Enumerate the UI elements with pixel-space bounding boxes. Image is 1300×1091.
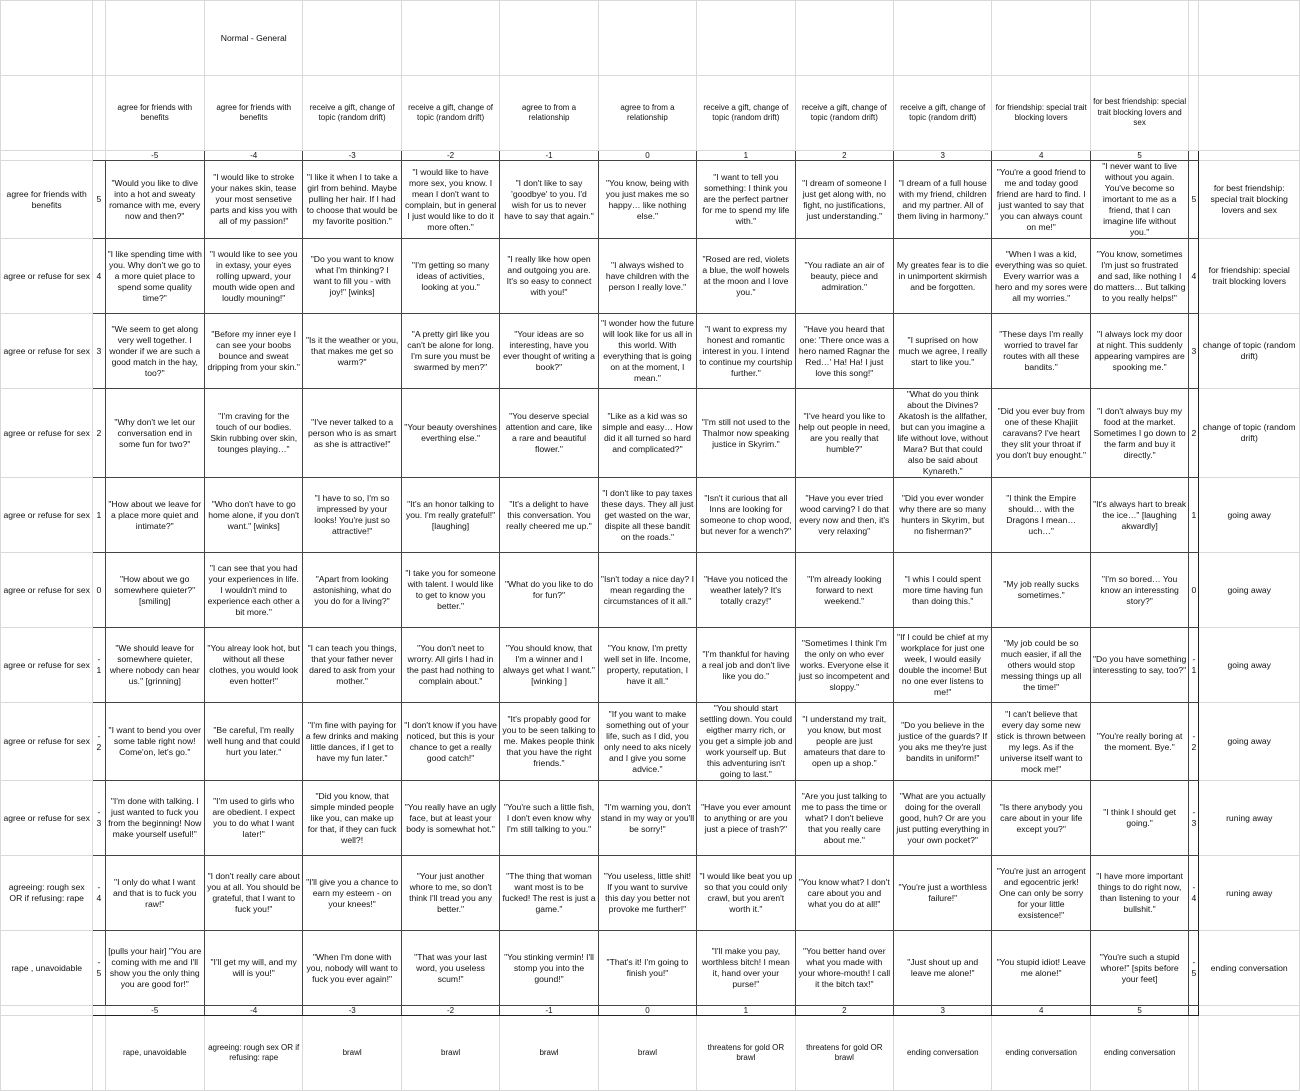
dialogue-cell[interactable]: "Is it the weather or you, that makes me get so warm?" [303,314,401,389]
empty-cell[interactable] [1189,1,1199,76]
dialogue-cell[interactable]: "I'm thankful for having a real job and don't live like you do." [697,628,795,703]
dialogue-row [1,703,1300,781]
corner-cell[interactable] [93,1006,105,1016]
dialogue-cell[interactable]: "I've heard you like to help out people in need, are you really that humble?" [795,389,893,478]
dialogue-row [1,478,1300,553]
row-left-label[interactable]: agree or refuse for sex [1,553,93,628]
row-right-label[interactable]: for best friendship: special trait blocking lovers and sex [1199,161,1300,239]
dialogue-row [1,553,1300,628]
row-number-left[interactable]: -5 [93,931,105,1006]
row-left-label[interactable]: agree or refuse for sex [1,781,93,856]
empty-cell[interactable] [1,1016,93,1091]
dialogue-cell[interactable]: "A pretty girl like you can't be alone for long. I'm sure you must be swarmed by men?" [401,314,499,389]
row-right-label[interactable]: for friendship: special trait blocking lovers [1199,239,1300,314]
row-number-right[interactable]: 0 [1189,553,1199,628]
dialogue-cell[interactable]: "I'm used to girls who are obedient. I expect you to do what I want later!" [204,781,302,856]
column-number[interactable]: -2 [401,151,499,161]
dialogue-cell[interactable]: "We seem to get along very well together. I wonder if we are such a good match in the hay, too?" [105,314,204,389]
dialogue-cell[interactable]: "Have you ever tried wood carving? I do that every now and then, it's very relaxing" [795,478,893,553]
dialogue-cell[interactable]: "You alreay look hot, but without all these clothes, you would look even hotter!" [204,628,302,703]
dialogue-cell[interactable]: "You're just a worthless failure!" [894,856,992,931]
column-number[interactable]: -5 [105,151,204,161]
row-right-label[interactable]: going away [1199,703,1300,781]
dialogue-cell[interactable]: "I don't always buy my food at the market. Sometimes I go down to the farm and buy it directly." [1090,389,1188,478]
row-number-right[interactable]: 5 [1189,161,1199,239]
column-number[interactable]: -4 [204,151,302,161]
empty-cell[interactable] [1189,76,1199,151]
row-number-right[interactable]: 2 [1189,389,1199,478]
dialogue-cell[interactable]: "Would you like to dive into a hot and sweaty romance with me, every now and then?" [105,161,204,239]
empty-cell[interactable] [1199,1016,1300,1091]
row-right-label[interactable]: change of topic (random drift) [1199,389,1300,478]
dialogue-cell[interactable]: "Your beauty overshines everthing else." [401,389,499,478]
row-number-left[interactable]: -4 [93,856,105,931]
empty-cell[interactable] [1199,1006,1300,1016]
footer-row [1,1016,1300,1091]
row-number-right[interactable]: -3 [1189,781,1199,856]
row-number-right[interactable]: -5 [1189,931,1199,1006]
dialogue-cell[interactable]: "That's it! I'm going to finish you!" [598,931,696,1006]
dialogue-cell[interactable]: "I would like to have more sex, you know. I mean I don't want to complain, but in general I just would like to do it more often." [401,161,499,239]
dialogue-cell[interactable]: "We should leave for somewhere quieter, where nobody can hear us." [grinning] [105,628,204,703]
column-number[interactable]: 1 [697,151,795,161]
dialogue-cell[interactable]: "Do you believe in the justice of the guards? If you aks me they're just bandits in uniform!" [894,703,992,781]
row-number-left[interactable]: 5 [93,161,105,239]
dialogue-cell[interactable]: "I would like to stroke your nakes skin, tease your most sensetive parts and kiss you with all of my passion!" [204,161,302,239]
dialogue-cell[interactable]: "You should start settling down. You could eigther marry rich, or you get a simple job and work yourself up. But this adventuring isn't going to last." [697,703,795,781]
dialogue-cell[interactable]: "I think the Empire should… with the Dragons I mean… uch…" [992,478,1090,553]
row-number-left[interactable]: 1 [93,478,105,553]
footer-label[interactable]: threatens for gold OR brawl [697,1016,795,1091]
empty-cell[interactable] [894,1,992,76]
row-left-label[interactable]: agree or refuse for sex [1,478,93,553]
dialogue-cell[interactable]: "I'm getting so many ideas of activities, looking at you." [401,239,499,314]
row-number-left[interactable]: 2 [93,389,105,478]
row-number-left[interactable]: -2 [93,703,105,781]
footer-label[interactable]: agreeing: rough sex OR if refusing: rape [204,1016,302,1091]
dialogue-row [1,781,1300,856]
row-right-label[interactable]: going away [1199,478,1300,553]
empty-cell[interactable] [1199,1,1300,76]
dialogue-cell[interactable]: "I don't really care about you at all. You should be grateful, that I want to fuck you!" [204,856,302,931]
dialogue-cell[interactable]: "I'm craving for the touch of our bodies. Skin rubbing over skin, tounges playing…" [204,389,302,478]
dialogue-cell[interactable]: "I can see that you had your experiences in life. I wouldn't mind to experience each other a bit more." [204,553,302,628]
column-label[interactable]: receive a gift, change of topic (random drift) [894,76,992,151]
empty-cell[interactable] [500,1,598,76]
empty-cell[interactable] [1090,1,1188,76]
column-number[interactable]: 5 [1090,151,1188,161]
row-left-label[interactable]: rape , unavoidable [1,931,93,1006]
dialogue-cell[interactable]: "The thing that woman want most is to be fucked! The rest is just a game." [500,856,598,931]
column-number[interactable]: -3 [303,1006,401,1016]
empty-cell[interactable] [105,1,204,76]
row-number-left[interactable]: 3 [93,314,105,389]
row-number-left[interactable]: 0 [93,553,105,628]
empty-cell[interactable] [992,1,1090,76]
dialogue-cell[interactable]: "You know what? I don't care about you and what you do at all!" [795,856,893,931]
dialogue-cell[interactable]: "I'm warning you, don't stand in my way or you'll be sorry!" [598,781,696,856]
dialogue-cell[interactable]: "It's propably good for you to be seen talking to me. Makes people think that you have the right friends." [500,703,598,781]
dialogue-cell[interactable]: "Your just another whore to me, so don't think I'll tread you any better." [401,856,499,931]
column-number[interactable]: -4 [204,1006,302,1016]
dialogue-cell[interactable]: "Your ideas are so interesting, have you ever thought of writing a book?" [500,314,598,389]
dialogue-cell[interactable]: "It's an honor talking to you. I'm really grateful!" [laughing] [401,478,499,553]
dialogue-cell[interactable]: "What do you think about the Divines? Akatosh is the allfather, but can you imagine a life without love, without Mara? But that could also be said about Kynareth." [894,389,992,478]
dialogue-cell[interactable]: "You useless, little shit! If you want to survive this day you better not provoke me further!" [598,856,696,931]
dialogue-cell[interactable]: "I always wished to have children with the person I really love." [598,239,696,314]
footer-label[interactable]: brawl [401,1016,499,1091]
column-number[interactable]: -1 [500,151,598,161]
row-right-label[interactable]: change of topic (random drift) [1199,314,1300,389]
row-right-label[interactable]: going away [1199,628,1300,703]
row-number-left[interactable]: 4 [93,239,105,314]
dialogue-row [1,931,1300,1006]
empty-cell[interactable] [303,1,401,76]
dialogue-cell[interactable]: "Did you ever buy from one of these Khajiit caravans? I've heart they slit your throat if you don't buy enought." [992,389,1090,478]
row-number-right[interactable]: 1 [1189,478,1199,553]
dialogue-cell[interactable]: "That was your last word, you useless scum!" [401,931,499,1006]
dialogue-cell[interactable]: "I dream of a full house with my friend, children and my partner. All of them living in harmony." [894,161,992,239]
dialogue-cell[interactable]: "You know, sometimes I'm just so frustrated and sad, like nothing I do matters… But talking to you really helps!" [1090,239,1188,314]
dialogue-cell[interactable]: "Isn't today a nice day? I mean regarding the circumstances of it all." [598,553,696,628]
dialogue-cell[interactable]: "You radiate an air of beauty, piece and admiration." [795,239,893,314]
dialogue-cell[interactable]: "I'm so bored… You know an interessting story?" [1090,553,1188,628]
dialogue-cell[interactable]: "You better hand over what you made with your whore-mouth! I call it the bitch tax!" [795,931,893,1006]
footer-label[interactable]: brawl [500,1016,598,1091]
dialogue-row [1,161,1300,239]
dialogue-cell[interactable]: "I like spending time with you. Why don't we go to a more quiet place to spend some quality time?" [105,239,204,314]
dialogue-cell[interactable]: "If you want to make something out of your life, such as I did, you only need to aks nicely and I give you some advice." [598,703,696,781]
dialogue-cell[interactable]: "You should know, that I'm a winner and I always get what I want." [winking ] [500,628,598,703]
column-number[interactable]: 5 [1090,1006,1188,1016]
dialogue-cell[interactable]: "My job could be so much easier, if all the others would stop messing things up all the time!" [992,628,1090,703]
dialogue-cell[interactable]: "I really like how open and outgoing you are. It's so easy to connect with you!" [500,239,598,314]
dialogue-cell[interactable]: "Rosed are red, violets a blue, the wolf howels at the moon and I love you." [697,239,795,314]
dialogue-cell[interactable]: "It's a delight to have this conversation. You really cheered me up." [500,478,598,553]
dialogue-cell[interactable]: "I've never talked to a person who is as smart as she is attractive!" [303,389,401,478]
column-header-row [1,76,1300,151]
column-number[interactable]: -3 [303,151,401,161]
dialogue-cell[interactable]: [pulls your hair] "You are coming with me and I'll show you the only thing you are good for!" [105,931,204,1006]
dialogue-row [1,239,1300,314]
dialogue-cell[interactable]: "I wonder how the future will look like for us all in this world. With everything that is going on at the moment, I mean." [598,314,696,389]
empty-cell[interactable] [1189,1016,1199,1091]
dialogue-cell[interactable]: "What do you like to do for fun?" [500,553,598,628]
dialogue-cell[interactable]: "I can teach you things, that your father never dared to ask from your mother." [303,628,401,703]
column-number[interactable]: 3 [894,1006,992,1016]
dialogue-cell[interactable]: "I have more important things to do right now, than listening to your bullshit." [1090,856,1188,931]
dialogue-cell[interactable]: "I'll give you a chance to earn my esteem - on your knees!" [303,856,401,931]
dialogue-cell[interactable]: "I don't like to say 'goodbye' to you. I'd wish for us to never have to say that again." [500,161,598,239]
dialogue-cell[interactable]: "My job really sucks sometimes." [992,553,1090,628]
dialogue-cell[interactable]: "Is there anybody you care about in your life except you?" [992,781,1090,856]
row-number-right[interactable]: 4 [1189,239,1199,314]
dialogue-cell[interactable]: "I like it when I to take a girl from behind. Maybe pulling her hair. If I had to choose that would be my favorite position." [303,161,401,239]
dialogue-cell[interactable]: "Have you heard that one: 'There once was a hero named Ragnar the Red…' Ha! Ha! I just love this song!" [795,314,893,389]
empty-cell[interactable] [401,1,499,76]
dialogue-cell[interactable]: "I want to tell you something: I think you are the perfect partner for me to spend my life with." [697,161,795,239]
row-left-label[interactable]: agree for friends with benefits [1,161,93,239]
empty-cell[interactable] [1199,76,1300,151]
dialogue-cell[interactable]: "You don't neet to wrorry. All girls I had in the past had nothing to complain about." [401,628,499,703]
corner-cell[interactable] [1189,1006,1199,1016]
dialogue-cell[interactable]: "Like as a kid was so simple and easy… How did it all turned so hard and complicated?" [598,389,696,478]
dialogue-row [1,628,1300,703]
dialogue-cell[interactable]: "I'm already looking forward to next weekend." [795,553,893,628]
dialogue-cell[interactable]: "I'm done with talking. I just wanted to fuck you from the beginning! Now make yourself useful!" [105,781,204,856]
dialogue-cell[interactable]: "Do you want to know what I'm thinking? I want to fill you - with joy!" [winks] [303,239,401,314]
dialogue-cell[interactable]: "I would like to see you in extasy, your eyes rolling upward, your mouth wide open and loudly mouning!" [204,239,302,314]
dialogue-cell[interactable]: "Just shout up and leave me alone!" [894,931,992,1006]
column-label[interactable]: receive a gift, change of topic (random drift) [697,76,795,151]
column-label[interactable]: agree for friends with benefits [105,76,204,151]
dialogue-cell[interactable]: "Why don't we let our conversation end in some fun for two?" [105,389,204,478]
row-left-label[interactable]: agreeing: rough sex OR if refusing: rape [1,856,93,931]
dialogue-cell[interactable]: "Did you know, that simple minded people like you, can make up for that, if they can fuck well?! [303,781,401,856]
empty-cell[interactable] [1199,151,1300,161]
dialogue-cell[interactable]: "You're just an arrogent and egocentric jerk! One can only be sorry for your little exsistence!" [992,856,1090,931]
empty-cell[interactable] [1,76,93,151]
dialogue-cell[interactable]: "I don't know if you have noticed, but this is your chance to get a really good catch!" [401,703,499,781]
dialogue-cell[interactable]: "Have you noticed the weather lately? It's totally crazy!" [697,553,795,628]
dialogue-cell[interactable]: "I think I should get going." [1090,781,1188,856]
column-label[interactable]: for friendship: special trait blocking lovers [992,76,1090,151]
dialogue-cell[interactable]: "How about we leave for a place more quiet and intimate?" [105,478,204,553]
row-right-label[interactable]: runing away [1199,781,1300,856]
column-number[interactable]: 2 [795,151,893,161]
row-left-label[interactable]: agree or refuse for sex [1,628,93,703]
row-number-right[interactable]: 3 [1189,314,1199,389]
dialogue-cell[interactable]: "I'm fine with paying for a few drinks and making little dances, if I get to have my fun later." [303,703,401,781]
dialogue-cell[interactable]: "I understand my trait, you know, but most people are just amateurs that dare to open up a shop." [795,703,893,781]
row-left-label[interactable]: agree or refuse for sex [1,703,93,781]
column-label[interactable]: agree to from a relationship [598,76,696,151]
dialogue-cell[interactable]: "I dream of someone I just get along with, no fight, no justifications, just understanding." [795,161,893,239]
column-number[interactable]: 3 [894,151,992,161]
dialogue-cell[interactable]: "If I could be chief at my workplace for just one week, I would easily double the income! But no one ever listens to me!" [894,628,992,703]
row-number-right[interactable]: -1 [1189,628,1199,703]
corner-cell[interactable] [1189,151,1199,161]
row-right-label[interactable]: going away [1199,553,1300,628]
row-number-right[interactable]: -2 [1189,703,1199,781]
row-left-label[interactable]: agree or refuse for sex [1,239,93,314]
dialogue-cell[interactable]: "I only do what I want and that is to fuck you raw!" [105,856,204,931]
row-left-label[interactable]: agree or refuse for sex [1,314,93,389]
column-label[interactable]: receive a gift, change of topic (random drift) [303,76,401,151]
row-right-label[interactable]: runing away [1199,856,1300,931]
column-label[interactable]: for best friendship: special trait blocking lovers and sex [1090,76,1188,151]
dialogue-cell[interactable]: "Apart from looking astonishing, what do you do for a living?" [303,553,401,628]
dialogue-cell[interactable]: "You stupid idiot! Leave me alone!" [992,931,1090,1006]
dialogue-cell[interactable]: "You're such a stupid whore!" [spits before your feet] [1090,931,1188,1006]
dialogue-cell[interactable]: "When I was a kid, everything was so quiet. Every warrior was a hero and my sores were all my worries." [992,239,1090,314]
empty-cell[interactable] [1,1,93,76]
dialogue-cell[interactable]: "You know, being with you just makes me so happy… like nothing else." [598,161,696,239]
dialogue-cell[interactable]: "You're really boring at the moment. Bye." [1090,703,1188,781]
dialogue-cell[interactable]: "You really have an ugly face, but at least your body is somewhat hot." [401,781,499,856]
column-number[interactable]: -2 [401,1006,499,1016]
dialogue-cell[interactable]: "You stinking vermin! I'll stomp you into the gound!" [500,931,598,1006]
dialogue-cell[interactable]: "I have to so, I'm so impressed by your looks! You're just so attractive!" [303,478,401,553]
empty-cell[interactable] [1,1006,93,1016]
column-number[interactable]: 0 [598,1006,696,1016]
dialogue-cell[interactable]: "Isn't it curious that all Inns are looking for someone to chop wood, but never for a wench?" [697,478,795,553]
column-number[interactable]: 0 [598,151,696,161]
dialogue-cell[interactable]: "I'll get my will, and my will is you!" [204,931,302,1006]
dialogue-row [1,314,1300,389]
row-right-label[interactable]: ending conversation [1199,931,1300,1006]
column-number[interactable]: -1 [500,1006,598,1016]
column-label[interactable]: agree to from a relationship [500,76,598,151]
row-left-label[interactable]: agree or refuse for sex [1,389,93,478]
dialogue-cell[interactable]: "It's always hart to break the ice…" [laughing akwardly] [1090,478,1188,553]
footer-label[interactable]: brawl [303,1016,401,1091]
column-number[interactable]: 1 [697,1006,795,1016]
column-number[interactable]: 4 [992,151,1090,161]
footer-label[interactable]: threatens for gold OR brawl [795,1016,893,1091]
dialogue-cell[interactable]: "I take you for someone with talent. I would like to get to know you better." [401,553,499,628]
footer-label[interactable]: ending conversation [992,1016,1090,1091]
dialogue-cell[interactable]: "You're such a little fish, I don't even know why I'm still talking to you." [500,781,598,856]
empty-cell[interactable] [93,76,105,151]
row-number-left[interactable]: -3 [93,781,105,856]
dialogue-cell[interactable]: "When I'm done with you, nobody will want to fuck you ever again!" [303,931,401,1006]
dialogue-cell[interactable]: "Sometimes I think I'm the only on who ever works. Everyone else it just so incompetent and sloppy." [795,628,893,703]
dialogue-cell[interactable]: "Before my inner eye I can see your boobs bounce and sweat dripping from your skin." [204,314,302,389]
dialogue-cell[interactable]: "I'll make you pay, worthless bitch! I mean it, hand over your purse!" [697,931,795,1006]
empty-cell[interactable] [598,1,696,76]
empty-cell[interactable] [1,151,93,161]
dialogue-cell[interactable]: "I suprised on how much we agree, I really start to like you." [894,314,992,389]
empty-cell[interactable] [93,1,105,76]
dialogue-row [1,389,1300,478]
column-label[interactable]: agree for friends with benefits [204,76,302,151]
dialogue-cell[interactable]: "Be careful, I'm really well hung and that could hurt you later." [204,703,302,781]
dialogue-cell[interactable]: "Did you ever wonder why there are so many hunters in Skyrim, but no fisherman?" [894,478,992,553]
empty-cell[interactable] [795,1,893,76]
dialogue-cell[interactable]: "Have you ever amount to anything or are you just a piece of trash?" [697,781,795,856]
dialogue-cell[interactable]: "These days I'm really worried to travel far routes with all these bandits." [992,314,1090,389]
dialogue-row [1,856,1300,931]
sheet-title[interactable]: Normal - General [204,1,302,76]
column-label[interactable]: receive a gift, change of topic (random drift) [795,76,893,151]
column-label[interactable]: receive a gift, change of topic (random drift) [401,76,499,151]
dialogue-cell[interactable]: "What are you actually doing for the overall good, huh? Or are you just putting everything in your own pocket?" [894,781,992,856]
corner-cell[interactable] [93,151,105,161]
dialogue-cell[interactable]: "I'm still not used to the Thalmor now speaking justice in Skyrim." [697,389,795,478]
dialogue-cell[interactable]: "Who don't have to go home alone, if you don't want." [winks] [204,478,302,553]
column-number[interactable]: 4 [992,1006,1090,1016]
empty-cell[interactable] [697,1,795,76]
column-number[interactable]: 2 [795,1006,893,1016]
footer-label[interactable]: ending conversation [1090,1016,1188,1091]
column-number-row-bottom [1,1006,1300,1016]
dialogue-cell[interactable]: "I never want to live without you again. You've become so imortant to me as a friend, that I can imagine life without you." [1090,161,1188,239]
column-number-row-top [1,151,1300,161]
dialogue-cell[interactable]: "Are you just talking to me to pass the time or what? I don't believe that you really care about me." [795,781,893,856]
title-row [1,1,1300,76]
dialogue-cell[interactable]: "How about we go somewhere quieter?" [smiling] [105,553,204,628]
footer-label[interactable]: ending conversation [894,1016,992,1091]
dialogue-cell[interactable]: "You know, I'm pretty well set in life. Income, property, reputation, I have it all." [598,628,696,703]
dialogue-cell[interactable]: "Do you have something interessting to say, too?" [1090,628,1188,703]
dialogue-cell[interactable]: "I always lock my door at night. This suddenly appearing vampires are spooking me." [1090,314,1188,389]
row-number-right[interactable]: -4 [1189,856,1199,931]
dialogue-cell[interactable]: "You're a good friend to me and today good friend are hard to find. I just wanted to say that you can always count on me!" [992,161,1090,239]
dialogue-cell[interactable]: "I can't believe that every day some new stick is thrown between my legs. As if the universe itself want to mock me!" [992,703,1090,781]
dialogue-cell[interactable]: "I don't like to pay taxes these days. They all just get wasted on the war, dispite all these bandit on the roads." [598,478,696,553]
dialogue-cell[interactable]: "You deserve special attention and care, like a rare and beautiful flower." [500,389,598,478]
empty-cell[interactable] [93,1016,105,1091]
dialogue-cell[interactable]: "I would like beat you up so that you could only crawl, but you aren't worth it." [697,856,795,931]
dialogue-cell[interactable]: "I whis I could spent more time having fun than doing this." [894,553,992,628]
footer-label[interactable]: brawl [598,1016,696,1091]
column-number[interactable]: -5 [105,1006,204,1016]
dialogue-cell[interactable]: "I want to express my honest and romantic interest in you. I intend to continue my courtship further." [697,314,795,389]
row-number-left[interactable]: -1 [93,628,105,703]
dialogue-cell[interactable]: "I want to bend you over some table right now! Come'on, let's go." [105,703,204,781]
dialogue-cell[interactable]: My greates fear is to die in unimportent skirmish and be forgotten. [894,239,992,314]
footer-label[interactable]: rape, unavoidable [105,1016,204,1091]
